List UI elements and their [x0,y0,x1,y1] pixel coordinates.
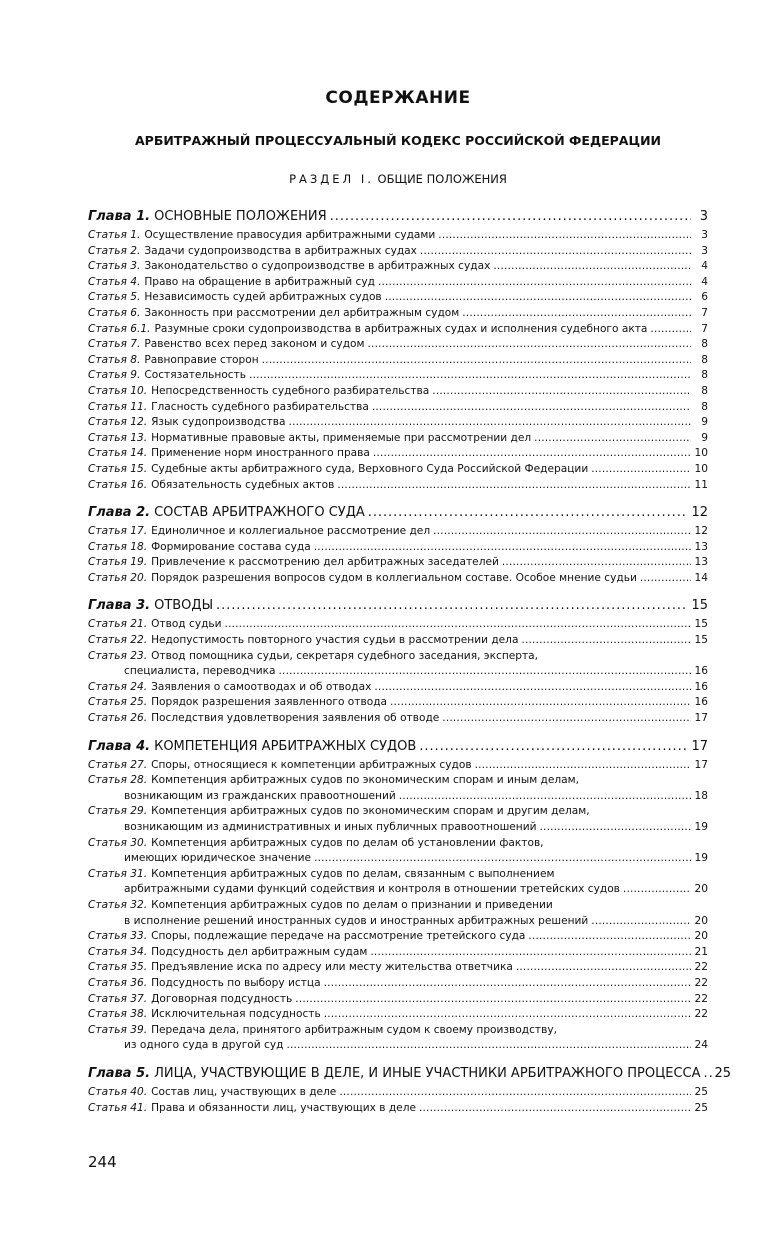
leader-dots [540,821,692,833]
article-label: Статья 6. [88,306,141,319]
leader-dots [516,961,691,973]
leader-dots [442,712,691,724]
toc-article-entry[interactable] [88,307,708,323]
article-label: Статья 35. [88,961,148,974]
article-page: 8 [701,353,708,366]
toc-article-entry[interactable] [88,634,708,650]
article-label: Статья 5. [88,291,141,304]
leader-dots [314,852,691,864]
toc-article-continuation[interactable] [88,665,708,681]
toc-article-entry[interactable] [88,245,708,261]
article-page: 17 [694,758,708,771]
article-label: Статья 20. [88,571,148,584]
chapter-page: 3 [699,209,708,224]
article-page: 13 [694,556,708,569]
leader-dots [390,696,691,708]
toc-article-entry[interactable] [88,774,708,790]
leader-dots [330,209,691,224]
chapter-title: ОСНОВНЫЕ ПОЛОЖЕНИЯ [154,209,327,224]
article-page: 24 [694,1039,708,1052]
toc-article-entry[interactable] [88,837,708,853]
toc-article-entry[interactable] [88,416,708,432]
toc-article-entry[interactable] [88,1102,708,1118]
article-label: Статья 29. [88,805,148,818]
article-title: Равенство всех перед законом и судом [144,338,365,351]
leader-dots [368,338,691,350]
article-page: 7 [701,306,708,319]
leader-dots [399,790,691,802]
toc-article-entry[interactable] [88,556,708,572]
article-title: Споры, подлежащие передаче на рассмотрение третейского суда [151,930,526,943]
article-label: Статья 26. [88,712,148,725]
toc-article-entry[interactable] [88,572,708,588]
article-page: 19 [694,852,708,865]
page-number: 244 [88,1153,117,1171]
leader-dots [433,525,691,537]
article-title: Порядок разрешения заявленного отвода [151,696,388,709]
article-label: Статья 37. [88,992,148,1005]
toc-article-entry[interactable] [88,260,708,276]
leader-dots [216,598,688,613]
article-label: Статья 36. [88,976,148,989]
article-title: Законность при рассмотрении дел арбитражным судом [144,306,460,319]
article-page: 14 [694,571,708,584]
article-title: Право на обращение в арбитражный суд [144,275,375,288]
article-label: Статья 19. [88,556,148,569]
toc-article-entry[interactable] [88,541,708,557]
article-title-continued: возникающим из административных и иных публичных правоотношений [124,821,537,833]
toc-article-entry[interactable] [88,479,708,495]
toc-article-continuation[interactable] [88,1039,708,1055]
leader-dots [368,505,689,520]
toc-article-entry[interactable] [88,1008,708,1024]
leader-dots [534,432,691,444]
article-title-continued: в исполнение решений иностранных судов и иностранных арбитражных решений [124,914,589,927]
toc-article-continuation[interactable] [88,790,708,806]
article-title: Порядок разрешения вопросов судом в коллегиальном составе. Особое мнение судьи [151,571,637,584]
table-of-contents [88,209,732,1117]
article-label: Статья 25. [88,696,148,709]
leader-dots [324,1008,691,1020]
toc-article-entry[interactable] [88,946,708,962]
leader-dots [378,276,691,288]
toc-article-continuation[interactable] [88,852,708,868]
article-page: 11 [694,478,708,491]
leader-dots [650,323,691,335]
leader-dots [623,883,691,895]
article-label: Статья 17. [88,525,148,538]
article-page: 25 [694,1085,708,1098]
chapter-gap [88,587,708,598]
article-label: Статья 15. [88,462,148,475]
chapter-title: КОМПЕТЕНЦИЯ АРБИТРАЖНЫХ СУДОВ [154,738,417,754]
article-page: 15 [694,634,708,647]
article-title-continued: специалиста, переводчика [124,665,276,678]
article-label: Статья 22. [88,634,148,647]
leader-dots [493,260,691,272]
article-title: Формирование состава суда [151,540,311,553]
article-page: 17 [694,712,708,725]
leader-dots [370,946,691,958]
leader-dots [337,479,691,491]
article-title: Компетенция арбитражных судов по экономическим спорам и иным делам, [151,774,580,787]
article-page: 7 [701,322,708,335]
toc-article-entry[interactable] [88,961,708,977]
chapter-label: Глава 5. [88,1065,151,1081]
article-label: Статья 6.1. [88,322,151,335]
article-page: 20 [694,930,708,943]
toc-article-entry[interactable] [88,1024,708,1040]
article-page: 10 [694,462,708,475]
chapter-gap [88,494,708,505]
leader-dots [286,1039,691,1051]
article-page: 22 [694,1008,708,1021]
leader-dots [249,369,691,381]
leader-dots [420,245,691,257]
leader-dots [591,463,691,475]
article-title: Последствия удовлетворения заявления об отводе [151,712,440,725]
leader-dots [373,447,691,459]
chapter-gap [88,728,708,739]
article-title: Равноправие сторон [144,353,259,366]
chapter-label: Глава 1. [88,209,151,224]
toc-article-continuation[interactable] [88,821,708,837]
leader-dots [419,739,688,754]
chapter-label: Глава 4. [88,738,151,754]
article-label: Статья 34. [88,945,148,958]
article-title: Единоличное и коллегиальное рассмотрение дел [151,525,431,538]
article-page: 18 [694,789,708,802]
article-title: Договорная подсудность [151,992,293,1005]
section-label: РАЗДЕЛ I. [289,172,374,186]
toc-article-entry[interactable] [88,1086,708,1102]
article-title: Недопустимость повторного участия судьи в рассмотрении дела [151,634,519,647]
article-label: Статья 8. [88,353,141,366]
article-label: Статья 41. [88,1101,148,1114]
toc-article-entry[interactable] [88,276,708,292]
article-page: 16 [694,680,708,693]
article-title-continued: имеющих юридическое значение [124,852,312,865]
article-label: Статья 7. [88,338,141,351]
article-label: Статья 16. [88,478,148,491]
article-page: 19 [694,821,708,833]
article-label: Статья 14. [88,447,148,460]
article-label: Статья 24. [88,680,148,693]
article-title: Права и обязанности лиц, участвующих в деле [151,1101,416,1114]
section-heading [88,172,708,186]
article-label: Статья 3. [88,260,141,273]
article-title: Язык судопроизводства [151,416,286,429]
article-page: 10 [694,447,708,460]
article-title: Отвод помощника судьи, секретаря судебного заседания, эксперта, [151,649,539,662]
chapter-title: ЛИЦА, УЧАСТВУЮЩИЕ В ДЕЛЕ, И ИНЫЕ УЧАСТНИКИ АРБИТРАЖНОГО ПРОЦЕССА [154,1065,701,1081]
chapter-label: Глава 2. [88,505,151,521]
article-page: 9 [701,416,708,429]
article-label: Статья 21. [88,618,148,631]
article-title-continued: из одного суда в другой суд [124,1039,284,1052]
article-label: Статья 40. [88,1085,148,1098]
leader-dots [438,229,691,241]
article-title: Заявления о самоотводах и об отводах [151,680,372,693]
toc-article-entry[interactable] [88,930,708,946]
article-title: Независимость судей арбитражных судов [144,291,382,304]
article-page: 13 [694,540,708,553]
leader-dots [324,977,691,989]
toc-article-entry[interactable] [88,323,708,339]
leader-dots [314,541,691,553]
article-label: Статья 10. [88,384,148,397]
section-name: ОБЩИЕ ПОЛОЖЕНИЯ [377,172,507,186]
toc-article-entry[interactable] [88,291,708,307]
chapter-gap [88,1055,708,1066]
article-page: 9 [701,431,708,444]
code-title: АРБИТРАЖНЫЙ ПРОЦЕССУАЛЬНЫЙ КОДЕКС РОССИЙСКОЙ ФЕДЕРАЦИИ [134,133,661,148]
article-page: 8 [701,338,708,351]
chapter-page: 12 [691,505,708,521]
toc-article-entry[interactable] [88,369,708,385]
leader-dots [475,759,691,771]
article-title: Нормативные правовые акты, применяемые при рассмотрении дел [151,431,532,444]
article-page: 16 [694,665,708,678]
article-title: Компетенция арбитражных судов по делам о признании и приведении [151,898,553,911]
toc-article-continuation[interactable] [88,883,708,899]
leader-dots [502,556,691,568]
toc-chapter-entry[interactable] [88,209,708,229]
article-title: Осуществление правосудия арбитражными судами [144,229,436,241]
chapter-page: 15 [691,598,708,614]
article-page: 20 [694,914,708,927]
article-title: Непосредственность судебного разбирательства [151,384,430,397]
article-page: 3 [701,229,708,241]
leader-dots [419,1102,691,1114]
article-title: Применение норм иностранного права [151,447,370,460]
article-label: Статья 38. [88,1008,148,1021]
article-title: Состав лиц, участвующих в деле [151,1085,337,1098]
article-label: Статья 2. [88,244,141,257]
article-title: Предъявление иска по адресу или месту жительства ответчика [151,961,513,974]
article-label: Статья 9. [88,369,141,382]
toc-chapter-entry[interactable] [88,1065,732,1086]
toc-article-entry[interactable] [88,899,708,915]
leader-dots [225,618,691,630]
article-page: 16 [694,696,708,709]
article-page: 20 [694,883,708,896]
leader-dots [591,915,691,927]
toc-article-entry[interactable] [88,229,708,245]
article-page: 8 [701,400,708,413]
article-title: Компетенция арбитражных судов по делам об установлении фактов, [151,836,544,849]
toc-article-entry[interactable] [88,712,708,728]
article-title: Компетенция арбитражных судов по делам, связанным с выполнением [151,867,555,880]
toc-article-entry[interactable] [88,354,708,370]
leader-dots [432,385,691,397]
leader-dots [640,572,691,584]
article-title: Состязательность [144,369,247,382]
chapter-label: Глава 3. [88,598,151,614]
leader-dots [295,993,691,1005]
article-label: Статья 32. [88,898,148,911]
article-label: Статья 18. [88,540,148,553]
toc-article-entry[interactable] [88,338,708,354]
article-title-continued: возникающим из гражданских правоотношений [124,789,396,802]
article-label: Статья 31. [88,867,148,880]
toc-article-entry[interactable] [88,650,708,666]
leader-dots [372,401,691,413]
page-title: СОДЕРЖАНИЕ [325,88,471,108]
article-label: Статья 33. [88,930,148,943]
article-page: 4 [701,260,708,273]
article-label: Статья 4. [88,275,141,288]
article-page: 22 [694,961,708,974]
article-page: 21 [694,945,708,958]
leader-dots [262,354,691,366]
toc-article-entry[interactable] [88,977,708,993]
chapter-page: 25 [714,1065,732,1081]
toc-article-entry[interactable] [88,696,708,712]
chapter-title: СОСТАВ АРБИТРАЖНОГО СУДА [154,505,365,521]
article-title: Подсудность по выбору истца [151,976,321,989]
article-label: Статья 1. [88,229,141,241]
article-title-continued: арбитражными судами функций содействия и контроля в отношении третейских судов [124,883,620,896]
leader-dots [374,681,691,693]
leader-dots [385,291,691,303]
article-page: 8 [701,384,708,397]
leader-dots [521,634,691,646]
toc-chapter-entry[interactable] [88,505,708,525]
leader-dots [279,665,691,677]
toc-article-entry[interactable] [88,385,708,401]
article-label: Статья 13. [88,431,148,444]
article-page: 3 [701,244,708,257]
toc-article-entry[interactable] [88,681,708,697]
toc-article-entry[interactable] [88,618,708,634]
leader-dots [704,1066,712,1081]
toc-article-entry[interactable] [88,447,708,463]
article-label: Статья 27. [88,758,148,771]
leader-dots [289,416,691,428]
article-title: Разумные сроки судопроизводства в арбитражных судах и исполнения судебного акта [154,322,648,335]
article-label: Статья 23. [88,649,148,662]
article-label: Статья 39. [88,1023,148,1036]
chapter-page: 17 [691,738,708,754]
article-title: Гласность судебного разбирательства [151,400,369,413]
article-title: Обязательность судебных актов [151,478,335,491]
article-page: 15 [694,618,708,631]
article-page: 4 [701,275,708,288]
article-page: 22 [694,992,708,1005]
leader-dots [339,1086,691,1098]
article-title: Законодательство о судопроизводстве в арбитражных судах [144,260,491,273]
article-title: Исключительная подсудность [151,1008,321,1021]
toc-article-entry[interactable] [88,432,708,448]
article-page: 25 [694,1101,708,1114]
article-title: Споры, относящиеся к компетенции арбитражных судов [151,758,472,771]
toc-article-entry[interactable] [88,868,708,884]
article-page: 12 [694,525,708,538]
article-label: Статья 28. [88,774,148,787]
toc-article-entry[interactable] [88,759,708,775]
toc-article-entry[interactable] [88,805,708,821]
article-page: 6 [701,291,708,304]
toc-article-entry[interactable] [88,993,708,1009]
article-title: Подсудность дел арбитражным судам [151,945,368,958]
article-label: Статья 30. [88,836,148,849]
article-title: Отвод судьи [151,618,222,631]
article-label: Статья 12. [88,416,148,429]
chapter-title: ОТВОДЫ [154,598,214,614]
toc-article-entry[interactable] [88,401,708,417]
toc-article-continuation[interactable] [88,915,708,931]
article-title: Привлечение к рассмотрению дел арбитражных заседателей [151,556,499,569]
toc-article-entry[interactable] [88,463,708,479]
article-page: 8 [701,369,708,382]
article-title: Судебные акты арбитражного суда, Верховного Суда Российской Федерации [151,462,589,475]
toc-chapter-entry[interactable] [88,598,708,618]
article-label: Статья 11. [88,400,148,413]
toc-article-entry[interactable] [88,525,708,541]
leader-dots [528,930,691,942]
leader-dots [462,307,691,319]
toc-chapter-entry[interactable] [88,739,708,759]
article-page: 22 [694,976,708,989]
article-title: Задачи судопроизводства в арбитражных судах [144,244,417,257]
article-title: Компетенция арбитражных судов по экономическим спорам и другим делам, [151,805,590,818]
article-title: Передача дела, принятого арбитражным судом к своему производству, [151,1023,557,1036]
